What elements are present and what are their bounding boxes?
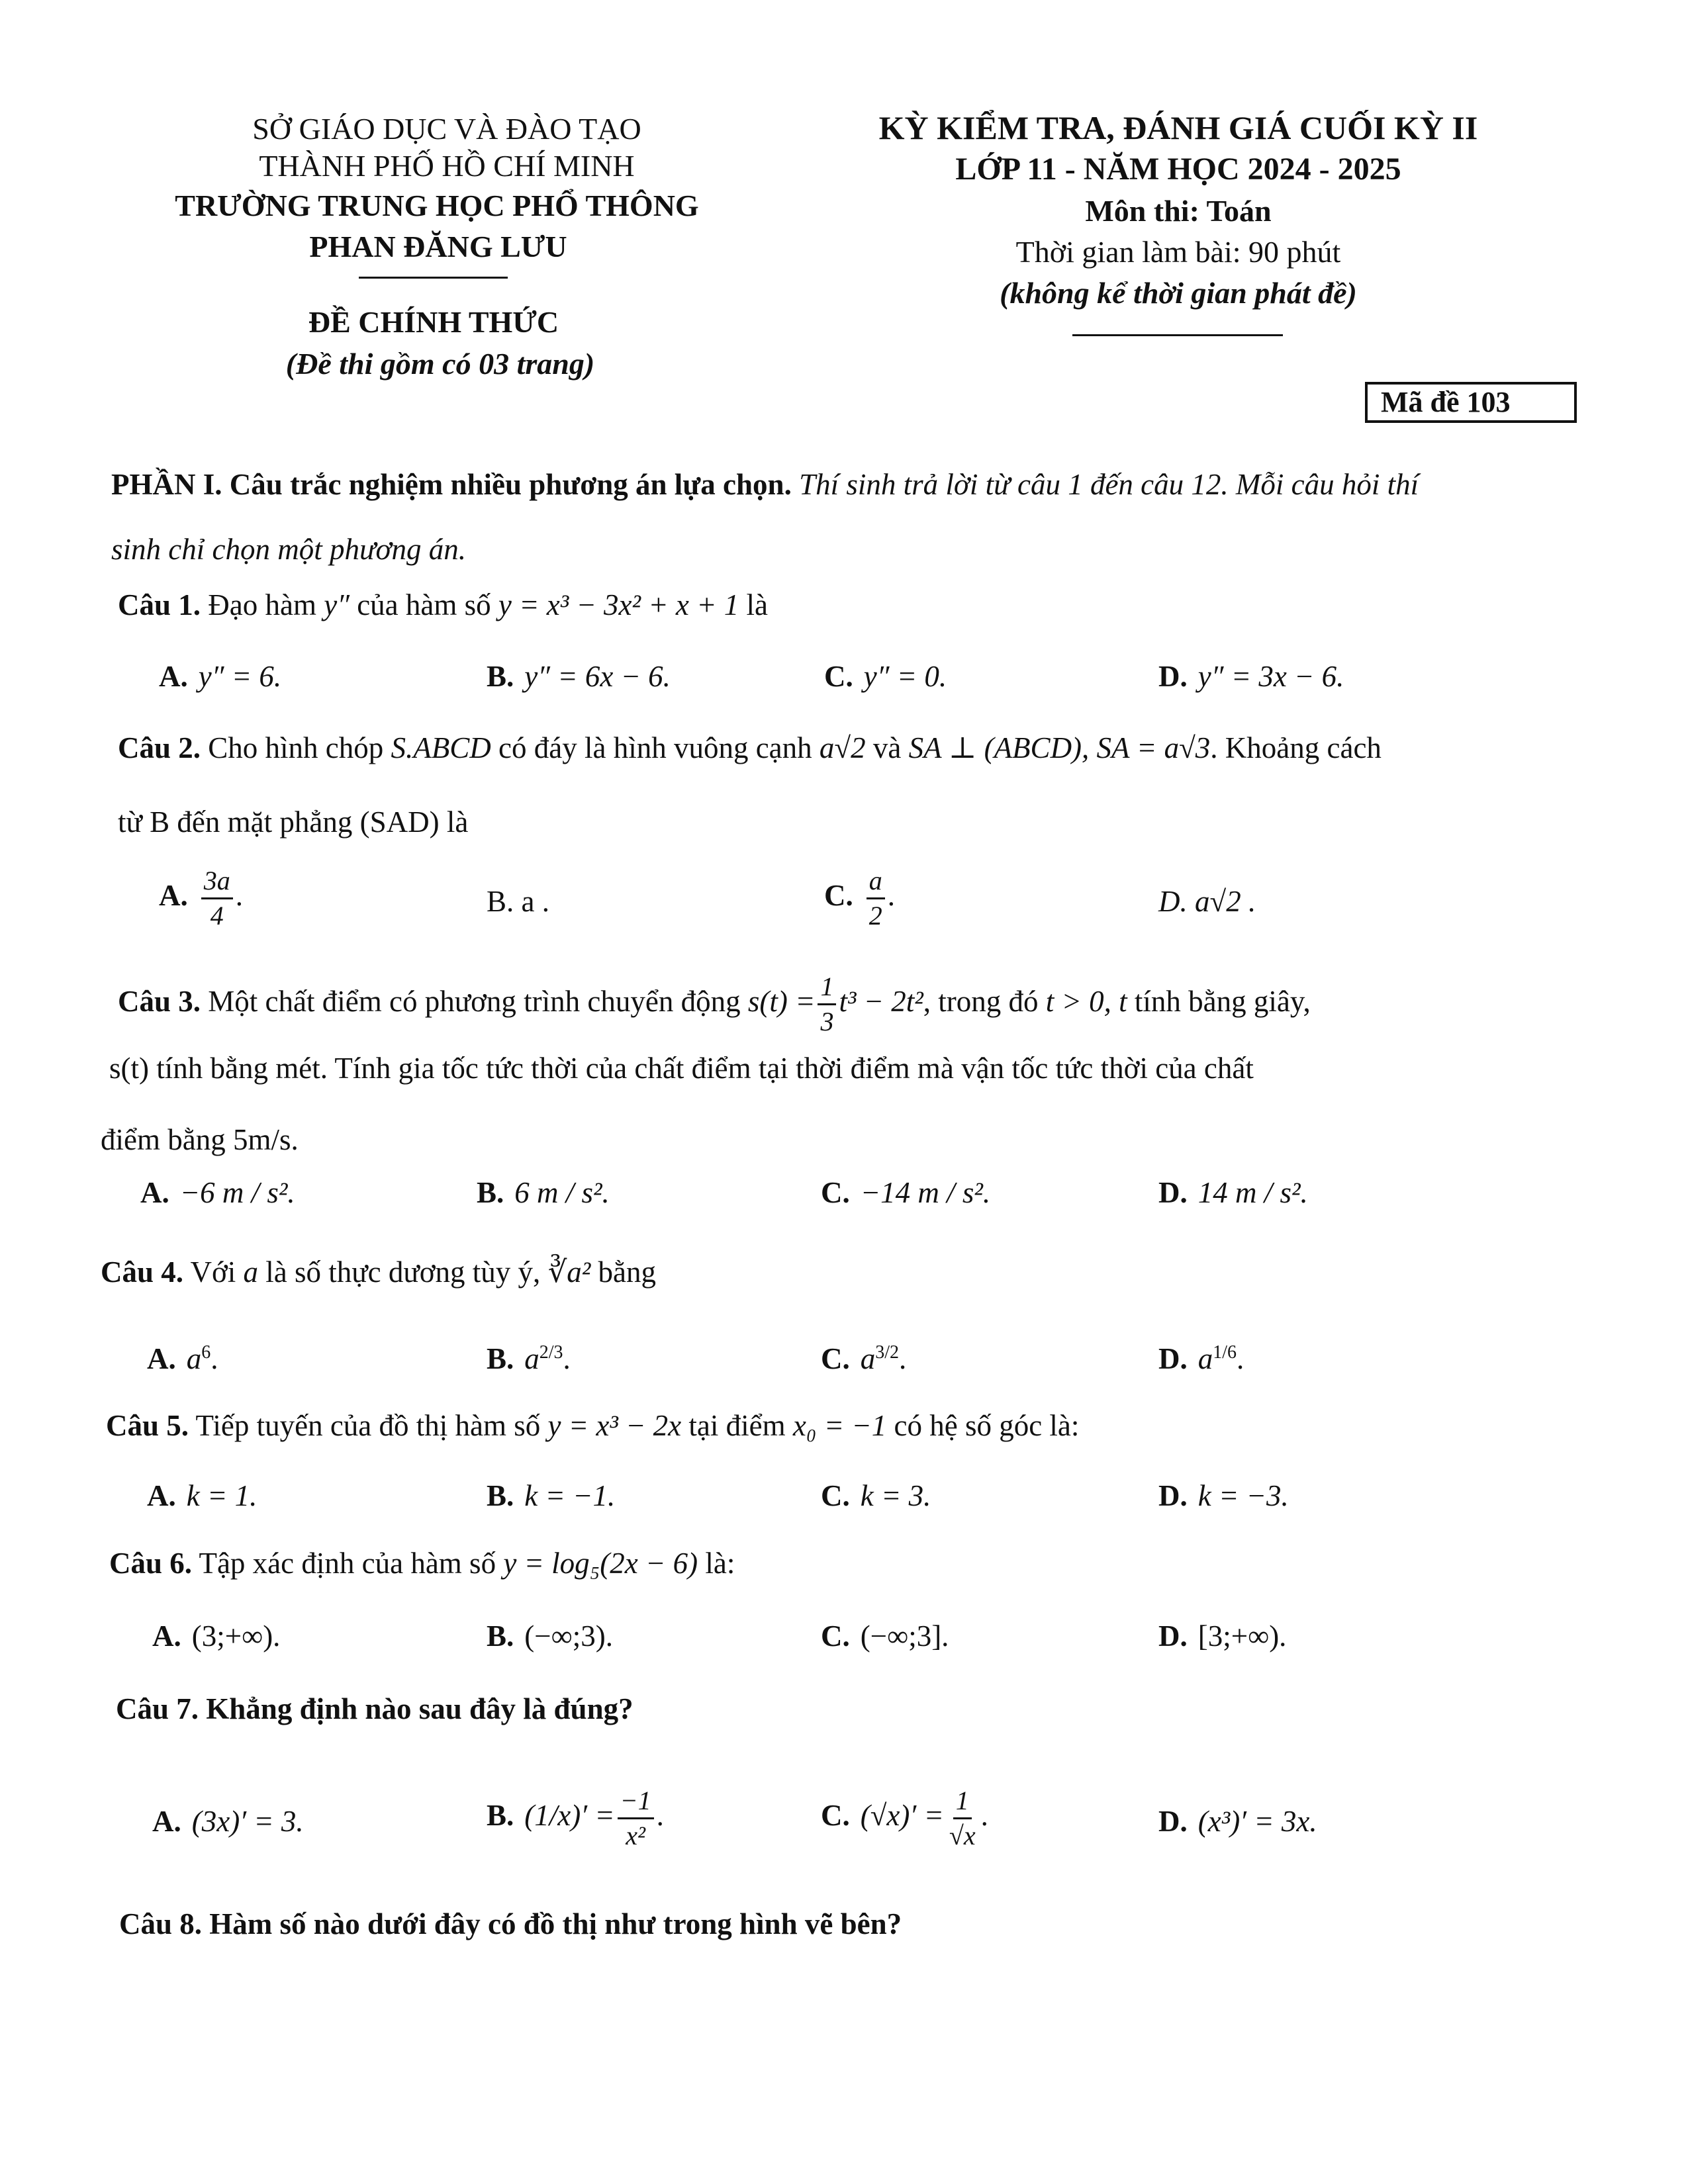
q4-text-c: là số thực dương tùy ý, bbox=[265, 1255, 541, 1289]
q7-option-d[interactable]: D. (x³)′ = 3x. bbox=[1158, 1805, 1317, 1838]
q2-side: a√2 bbox=[819, 731, 866, 764]
q1-text-c: là bbox=[746, 588, 768, 621]
q4-expr: ∛a² bbox=[547, 1255, 591, 1289]
q1-expr-fn: y = x³ − 3x² + x + 1 bbox=[498, 588, 739, 621]
official-label: ĐỀ CHÍNH THỨC bbox=[308, 305, 559, 339]
q2-pyramid: S.ABCD bbox=[391, 731, 491, 764]
question-8 bbox=[119, 1909, 902, 1939]
q1-option-d[interactable]: D. y″ = 3x − 6. bbox=[1158, 660, 1344, 693]
q2-option-a[interactable]: A. $\frac{3a}{4}$ . bbox=[159, 866, 243, 931]
q2-text-a: Cho hình chóp bbox=[208, 731, 384, 764]
q3-option-b[interactable]: B. 6 m / s². bbox=[477, 1176, 610, 1209]
school-type: TRƯỜNG TRUNG HỌC PHỔ THÔNG bbox=[175, 189, 699, 222]
q6-text-b: là: bbox=[705, 1547, 735, 1580]
q8-label: Câu 8. bbox=[119, 1907, 203, 1940]
question-3: Câu 3. Một chất điểm có phương trình chuyển động s(t) = $\frac{1}{3}$ t³ − 2t², trong đó t > 0, t tính bằng giây, bbox=[118, 972, 1311, 1036]
q1-option-c[interactable]: C. y″ = 0. bbox=[824, 660, 947, 693]
part1-instruction: Thí sinh trả lời từ câu 1 đến câu 12. Mỗi câu hỏi thí bbox=[799, 468, 1419, 501]
q3-label: Câu 3. bbox=[118, 984, 201, 1018]
q5-text-b: tại điểm bbox=[688, 1409, 786, 1442]
q4-label: Câu 4. bbox=[101, 1255, 184, 1289]
q6-label: Câu 6. bbox=[109, 1547, 193, 1580]
q3-text-b: , trong đó bbox=[923, 984, 1039, 1018]
q4-text-a: Với bbox=[190, 1255, 236, 1289]
q1-expr-yy: y″ bbox=[324, 588, 350, 621]
q3-expr-tail: t³ − 2t² bbox=[839, 984, 923, 1018]
q7-text: Khẳng định nào sau đây là đúng? bbox=[206, 1692, 633, 1725]
q5-option-b[interactable]: B. k = −1. bbox=[487, 1479, 616, 1512]
q8-text: Hàm số nào dưới đây có đồ thị như trong hình vẽ bên? bbox=[209, 1907, 902, 1940]
question-6 bbox=[109, 1549, 735, 1578]
q4-option-d[interactable]: D. $a^{1/6}$. bbox=[1158, 1342, 1244, 1375]
q3-text-d: tính bằng giây, bbox=[1134, 984, 1311, 1018]
question-4 bbox=[101, 1257, 656, 1287]
q2-option-d[interactable]: D. a√2 . bbox=[1158, 885, 1256, 918]
q5-label: Câu 5. bbox=[106, 1409, 189, 1442]
exam-duration: Thời gian làm bài: 90 phút bbox=[1015, 235, 1341, 269]
question-1 bbox=[118, 590, 768, 620]
q5-text-a: Tiếp tuyến của đồ thị hàm số bbox=[195, 1409, 541, 1442]
q2-text-g: . Khoảng cách bbox=[1210, 731, 1382, 764]
q1-text-b: của hàm số bbox=[357, 588, 491, 621]
q1-option-b[interactable]: B. y″ = 6x − 6. bbox=[487, 660, 671, 693]
page-count-note: (Đề thi gồm có 03 trang) bbox=[285, 347, 595, 381]
q2-label: Câu 2. bbox=[118, 731, 201, 764]
q5-expr-pt: x₀ = −1 bbox=[792, 1409, 887, 1442]
q2-option-b[interactable]: B. a . bbox=[487, 885, 549, 918]
q4-text-d: bằng bbox=[598, 1255, 656, 1289]
q1-option-a[interactable]: A. y″ = 6. bbox=[159, 660, 282, 693]
q6-option-d[interactable]: D. [3;+∞). bbox=[1158, 1619, 1287, 1653]
school-name: PHAN ĐĂNG LƯU bbox=[309, 230, 567, 263]
q7-option-a[interactable]: A. (3x)′ = 3. bbox=[152, 1805, 304, 1838]
q3-cond: t > 0, t bbox=[1045, 984, 1127, 1018]
q3-line3: điểm bằng 5m/s. bbox=[101, 1123, 299, 1156]
header-right-rule bbox=[1072, 334, 1283, 336]
exam-subject: Môn thi: Toán bbox=[1085, 194, 1272, 228]
q4-option-c[interactable]: C. $a^{3/2}$. bbox=[821, 1342, 907, 1375]
exam-code-box: Mã đề 103 bbox=[1365, 382, 1577, 423]
q2-condition: SA ⊥ (ABCD), SA = a√3 bbox=[908, 731, 1211, 764]
q3-text-a: Một chất điểm có phương trình chuyển động bbox=[208, 984, 741, 1018]
exam-grade-year: LỚP 11 - NĂM HỌC 2024 - 2025 bbox=[955, 152, 1401, 187]
q2-text-c: có đáy là hình vuông cạnh bbox=[498, 731, 812, 764]
q7-option-b[interactable]: B. (1/x)′ = $\frac{-1}{\text{x²}}$ . bbox=[487, 1786, 664, 1850]
part1-heading bbox=[111, 470, 1419, 500]
q4-option-b[interactable]: B. $a^{2/3}$. bbox=[487, 1342, 571, 1375]
q5-text-c: có hệ số góc là: bbox=[894, 1409, 1080, 1442]
q2-line2: từ B đến mặt phẳng (SAD) là bbox=[118, 805, 469, 839]
question-7 bbox=[116, 1694, 633, 1724]
dept-name: SỞ GIÁO DỤC VÀ ĐÀO TẠO bbox=[252, 112, 641, 146]
q5-option-d[interactable]: D. k = −3. bbox=[1158, 1479, 1289, 1512]
q3-line2: s(t) tính bằng mét. Tính gia tốc tức thời của chất điểm tại thời điểm mà vận tốc tức thời của chất bbox=[109, 1052, 1254, 1085]
q3-option-a[interactable]: A. −6 m / s². bbox=[140, 1176, 295, 1209]
q6-text-a: Tập xác định của hàm số bbox=[199, 1547, 496, 1580]
q2-option-c[interactable]: C. $\frac{a}{2}$ . bbox=[824, 866, 895, 931]
q6-option-a[interactable]: A. (3;+∞). bbox=[152, 1619, 281, 1653]
q5-expr-fn: y = x³ − 2x bbox=[547, 1409, 682, 1442]
q6-option-c[interactable]: C. (−∞;3]. bbox=[821, 1619, 949, 1653]
part1-title: PHẦN I. Câu trắc nghiệm nhiều phương án lựa chọn. bbox=[111, 468, 792, 501]
q3-expr-s: s(t) = bbox=[747, 984, 816, 1018]
q4-option-a[interactable]: A. $a^6$. bbox=[147, 1342, 218, 1375]
question-5 bbox=[106, 1411, 1079, 1441]
exam-title: KỲ KIỂM TRA, ĐÁNH GIÁ CUỐI KỲ II bbox=[878, 109, 1478, 146]
q3-option-c[interactable]: C. −14 m / s². bbox=[821, 1176, 991, 1209]
exam-duration-note: (không kể thời gian phát đề) bbox=[1000, 276, 1357, 310]
q2-and: và bbox=[872, 731, 902, 764]
q1-text-a: Đạo hàm bbox=[208, 588, 316, 621]
q7-option-c[interactable]: C. (√x)′ = $\frac{1}{√x}$ . bbox=[821, 1786, 988, 1850]
q7-label: Câu 7. bbox=[116, 1692, 199, 1725]
q3-option-d[interactable]: D. 14 m / s². bbox=[1158, 1176, 1308, 1209]
q4-var: a bbox=[243, 1255, 259, 1289]
q1-label: Câu 1. bbox=[118, 588, 201, 621]
header-left-rule bbox=[359, 277, 508, 279]
city-name: THÀNH PHỐ HỒ CHÍ MINH bbox=[259, 149, 635, 183]
part1-instruction-cont: sinh chỉ chọn một phương án. bbox=[111, 533, 467, 566]
q5-option-a[interactable]: A. k = 1. bbox=[147, 1479, 258, 1512]
q6-expr: y = log₅(2x − 6) bbox=[503, 1547, 698, 1580]
q6-option-b[interactable]: B. (−∞;3). bbox=[487, 1619, 613, 1653]
q5-option-c[interactable]: C. k = 3. bbox=[821, 1479, 931, 1512]
question-2 bbox=[118, 733, 1382, 763]
